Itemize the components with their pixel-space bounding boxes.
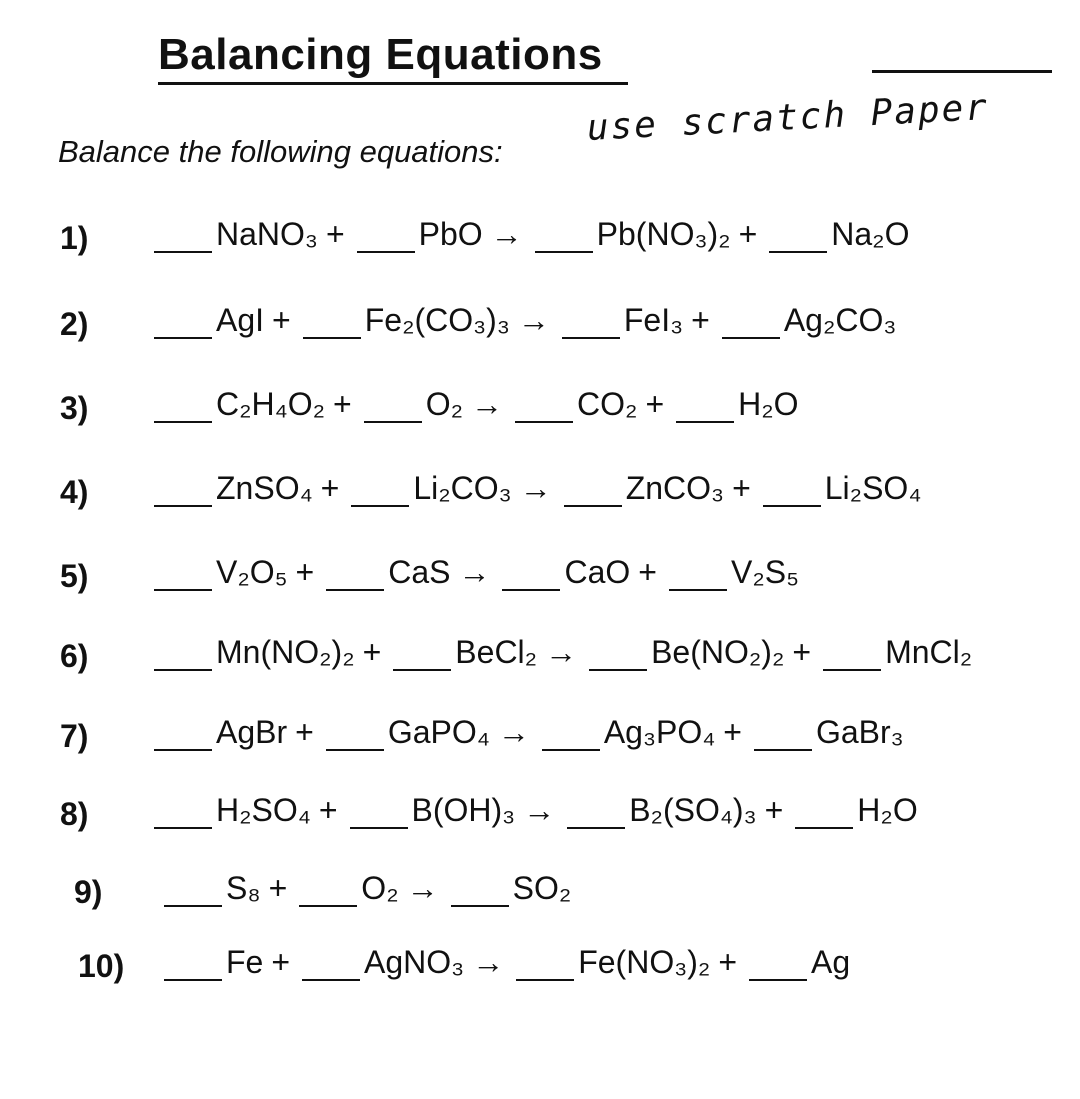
equation-number: 2) — [60, 306, 89, 342]
equation-number: 4) — [60, 474, 89, 510]
coefficient-blank[interactable] — [749, 979, 807, 981]
coefficient-blank[interactable] — [351, 505, 409, 507]
plus-sign: + — [723, 714, 742, 750]
reactant-formula: AgI — [216, 302, 265, 338]
page-title: Balancing Equations — [158, 30, 603, 79]
yields-arrow-icon: → — [497, 714, 530, 750]
coefficient-blank[interactable] — [303, 337, 361, 339]
coefficient-blank[interactable] — [326, 749, 384, 751]
plus-sign: + — [764, 792, 784, 828]
reactant-formula: AgBr — [216, 714, 288, 750]
reactant-formula: NaNO₃ — [216, 216, 318, 252]
coefficient-blank[interactable] — [722, 337, 780, 339]
yields-arrow-icon: → — [490, 216, 523, 252]
coefficient-blank[interactable] — [823, 669, 881, 671]
coefficient-blank[interactable] — [154, 589, 212, 591]
title-underline — [158, 82, 628, 85]
product-formula: ZnCO₃ — [625, 470, 725, 506]
coefficient-blank[interactable] — [502, 589, 560, 591]
plus-sign: + — [320, 470, 340, 506]
product-formula: MnCl₂ — [885, 634, 973, 670]
reactant-formula: CaS — [388, 554, 451, 590]
coefficient-blank[interactable] — [669, 589, 727, 591]
product-formula: CO₂ — [577, 386, 638, 422]
coefficient-blank[interactable] — [154, 505, 212, 507]
plus-sign: + — [638, 554, 657, 590]
name-blank-line — [872, 70, 1052, 73]
coefficient-blank[interactable] — [542, 749, 600, 751]
product-formula: H₂O — [738, 386, 799, 422]
product-formula: Ag₂CO₃ — [783, 302, 897, 338]
coefficient-blank[interactable] — [326, 589, 384, 591]
product-formula: Be(NO₂)₂ — [651, 634, 785, 670]
coefficient-blank[interactable] — [535, 251, 593, 253]
product-formula: Fe(NO₃)₂ — [578, 944, 711, 980]
plus-sign: + — [362, 634, 382, 670]
coefficient-blank[interactable] — [567, 827, 625, 829]
yields-arrow-icon: → — [458, 554, 491, 590]
coefficient-blank[interactable] — [769, 251, 827, 253]
yields-arrow-icon: → — [519, 470, 552, 506]
equation-row-9 — [0, 866, 1080, 916]
plus-sign: + — [272, 302, 291, 338]
product-formula: Ag₃PO₄ — [603, 714, 716, 750]
coefficient-blank[interactable] — [763, 505, 821, 507]
coefficient-blank[interactable] — [164, 979, 222, 981]
equation-body — [150, 634, 972, 671]
reactant-formula: V₂O₅ — [216, 554, 288, 590]
plus-sign: + — [295, 554, 315, 590]
coefficient-blank[interactable] — [154, 421, 212, 423]
equation-body — [150, 470, 921, 507]
coefficient-blank[interactable] — [154, 337, 212, 339]
equation-body — [150, 216, 909, 253]
coefficient-blank[interactable] — [451, 905, 509, 907]
yields-arrow-icon: → — [545, 634, 578, 670]
equation-body — [150, 792, 918, 829]
product-formula: Li₂SO₄ — [824, 470, 922, 506]
product-formula: GaBr₃ — [815, 714, 904, 750]
coefficient-blank[interactable] — [795, 827, 853, 829]
equation-number: 1) — [60, 220, 89, 256]
coefficient-blank[interactable] — [357, 251, 415, 253]
equation-number: 8) — [60, 796, 89, 832]
equation-body — [150, 714, 904, 751]
coefficient-blank[interactable] — [562, 337, 620, 339]
coefficient-blank[interactable] — [754, 749, 812, 751]
yields-arrow-icon: → — [472, 944, 505, 980]
equation-number: 10) — [78, 948, 125, 984]
instructions-text: Balance the following equations: — [58, 134, 503, 169]
reactant-formula: Fe — [226, 944, 264, 980]
product-formula: Pb(NO₃)₂ — [596, 216, 731, 252]
reactant-formula: S₈ — [226, 870, 261, 906]
reactant-formula: BeCl₂ — [455, 634, 538, 670]
reactant-formula: Mn(NO₂)₂ — [216, 634, 355, 670]
handwritten-note: use scratch Paper — [585, 86, 990, 149]
plus-sign: + — [645, 386, 665, 422]
equation-row-8 — [0, 788, 1080, 838]
coefficient-blank[interactable] — [676, 421, 734, 423]
equation-row-5 — [0, 550, 1080, 600]
product-formula: Ag — [811, 944, 851, 980]
coefficient-blank[interactable] — [589, 669, 647, 671]
equation-row-6 — [0, 630, 1080, 680]
coefficient-blank[interactable] — [154, 827, 212, 829]
reactant-formula: C₂H₄O₂ — [216, 386, 326, 422]
reactant-formula: O₂ — [425, 386, 464, 422]
equation-row-7 — [0, 710, 1080, 760]
coefficient-blank[interactable] — [364, 421, 422, 423]
coefficient-blank[interactable] — [350, 827, 408, 829]
equation-body — [150, 554, 799, 591]
equation-body — [150, 386, 799, 423]
reactant-formula: PbO — [418, 216, 483, 252]
coefficient-blank[interactable] — [154, 749, 212, 751]
equation-number: 5) — [60, 558, 89, 594]
reactant-formula: ZnSO₄ — [216, 470, 313, 506]
equation-body — [160, 944, 850, 981]
equation-row-4 — [0, 466, 1080, 516]
reactant-formula: O₂ — [361, 870, 399, 906]
coefficient-blank[interactable] — [299, 905, 357, 907]
plus-sign: + — [318, 792, 338, 828]
product-formula: FeI₃ — [623, 302, 684, 338]
equation-row-10 — [0, 940, 1080, 990]
plus-sign: + — [718, 944, 737, 980]
plus-sign: + — [333, 386, 352, 422]
plus-sign: + — [738, 216, 758, 252]
coefficient-blank[interactable] — [154, 669, 212, 671]
equation-row-2 — [0, 298, 1080, 348]
equation-body — [160, 870, 571, 907]
product-formula: B₂(SO₄)₃ — [629, 792, 757, 828]
yields-arrow-icon: → — [406, 870, 439, 906]
plus-sign: + — [271, 944, 291, 980]
equation-number: 7) — [60, 718, 89, 754]
plus-sign: + — [732, 470, 751, 506]
product-formula: H₂O — [857, 792, 918, 828]
plus-sign: + — [268, 870, 288, 906]
reactant-formula: Li₂CO₃ — [413, 470, 512, 506]
coefficient-blank[interactable] — [154, 251, 212, 253]
plus-sign: + — [295, 714, 314, 750]
equation-number: 6) — [60, 638, 89, 674]
coefficient-blank[interactable] — [393, 669, 451, 671]
coefficient-blank[interactable] — [164, 905, 222, 907]
equation-number: 9) — [74, 874, 103, 910]
equation-number: 3) — [60, 390, 89, 426]
reactant-formula: AgNO₃ — [364, 944, 465, 980]
coefficient-blank[interactable] — [515, 421, 573, 423]
coefficient-blank[interactable] — [302, 979, 360, 981]
plus-sign: + — [691, 302, 710, 338]
plus-sign: + — [325, 216, 345, 252]
yields-arrow-icon: → — [523, 792, 556, 828]
product-formula: SO₂ — [512, 870, 572, 906]
product-formula: Na₂O — [831, 216, 910, 252]
coefficient-blank[interactable] — [564, 505, 622, 507]
reactant-formula: B(OH)₃ — [411, 792, 516, 828]
product-formula: CaO — [564, 554, 631, 590]
reactant-formula: GaPO₄ — [387, 714, 490, 750]
equation-body — [150, 302, 896, 339]
yields-arrow-icon: → — [471, 386, 504, 422]
yields-arrow-icon: → — [517, 302, 550, 338]
reactant-formula: Fe₂(CO₃)₃ — [364, 302, 510, 338]
plus-sign: + — [792, 634, 812, 670]
equation-row-1 — [0, 212, 1080, 262]
reactant-formula: H₂SO₄ — [216, 792, 311, 828]
product-formula: V₂S₅ — [730, 554, 799, 590]
equation-row-3 — [0, 382, 1080, 432]
coefficient-blank[interactable] — [516, 979, 574, 981]
